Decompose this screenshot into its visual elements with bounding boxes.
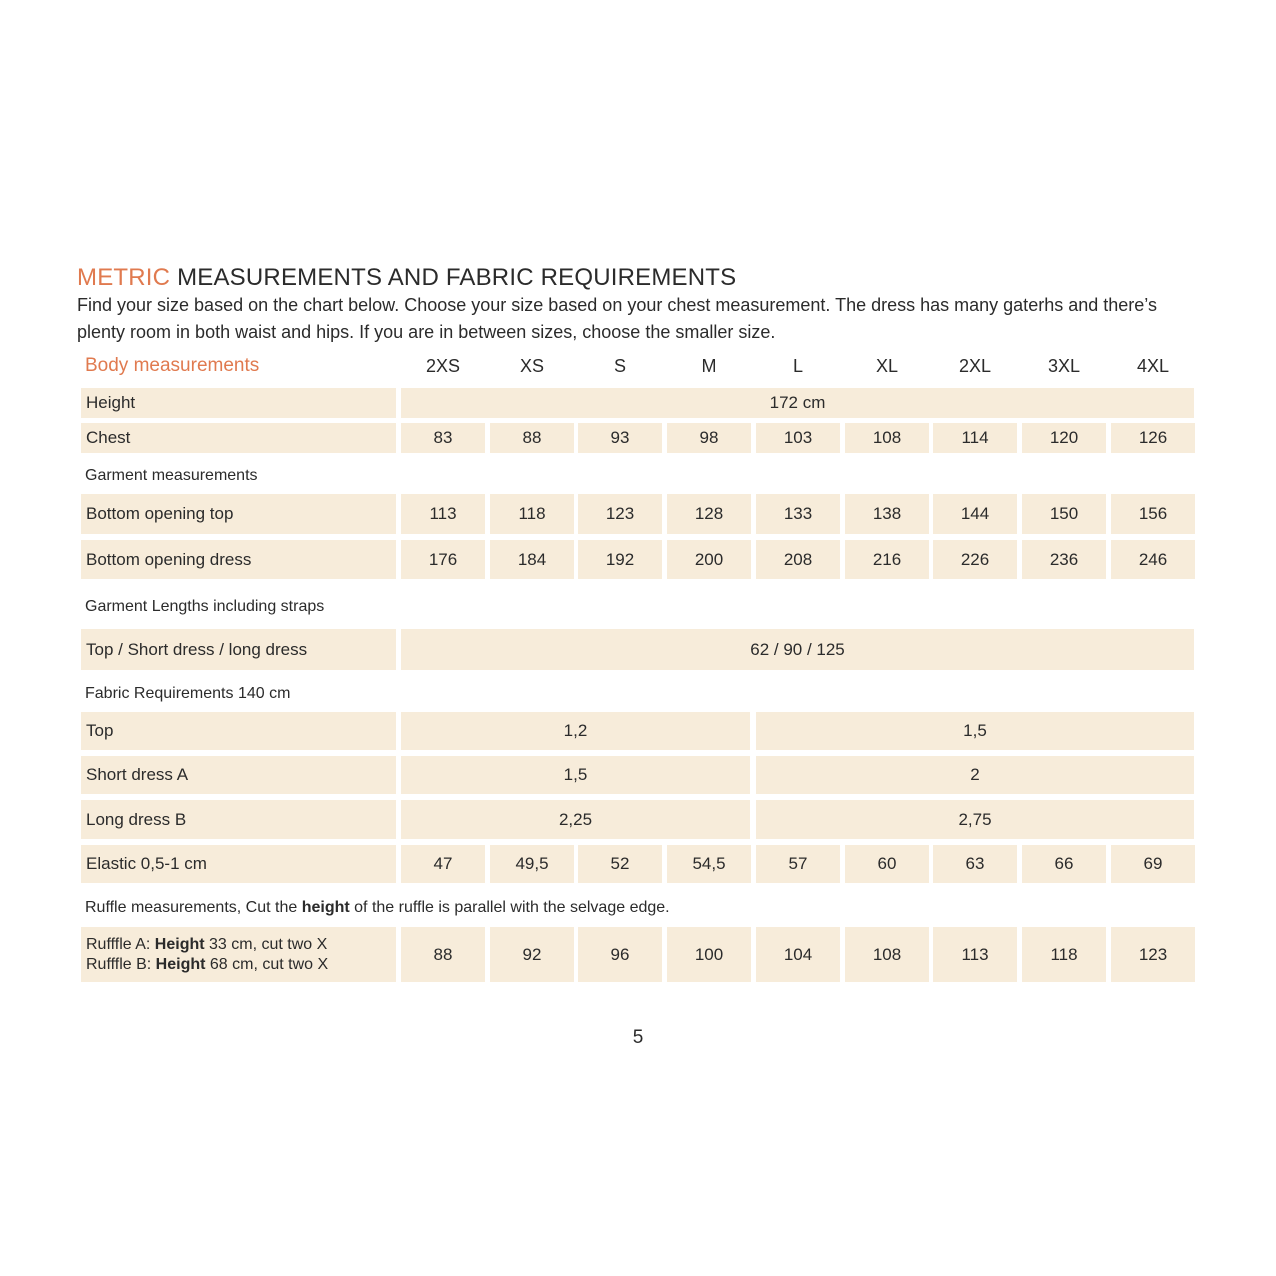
elastic-cell-l: 57	[756, 845, 840, 883]
ruffle-cell-4xl: 123	[1111, 927, 1195, 982]
ruffle-cell-3xl: 118	[1022, 927, 1106, 982]
size-header-xs: XS	[519, 355, 544, 376]
bottom-top-cell-s: 123	[578, 494, 662, 534]
chest-cell-xs: 88	[490, 423, 574, 453]
bottom-top-cell-2xl: 144	[933, 494, 1017, 534]
size-header-xl: XL	[875, 355, 899, 376]
bottom-top-cell-m: 128	[667, 494, 751, 534]
bottom-top-cell-xl: 138	[845, 494, 929, 534]
elastic-cell-xs: 49,5	[490, 845, 574, 883]
bottom-top-cell-3xl: 150	[1022, 494, 1106, 534]
ruffle-a-rest: 33 cm, cut two X	[204, 935, 328, 953]
bottom-dress-cell-2xl: 226	[933, 540, 1017, 579]
size-header-l: L	[792, 355, 803, 376]
ruffle-cell-xs: 92	[490, 927, 574, 982]
size-header-2xl: 2XL	[958, 355, 992, 376]
height-label: Height	[81, 388, 396, 418]
ruffle-a-line	[86, 935, 327, 955]
ruffle-cell-m: 100	[667, 927, 751, 982]
title-accent: METRIC	[77, 264, 171, 291]
chest-cell-2xs: 83	[401, 423, 485, 453]
bottom-dress-cell-s: 192	[578, 540, 662, 579]
long-dress-small: 2,25	[401, 800, 750, 839]
bottom-dress-cell-xs: 184	[490, 540, 574, 579]
bottom-top-cell-4xl: 156	[1111, 494, 1195, 534]
ruffle-section-label	[85, 895, 670, 921]
bottom-dress-cell-xl: 216	[845, 540, 929, 579]
chest-cell-2xl: 114	[933, 423, 1017, 453]
elastic-label: Elastic 0,5-1 cm	[81, 845, 396, 883]
elastic-cell-2xl: 63	[933, 845, 1017, 883]
height-value: 172 cm	[401, 388, 1194, 418]
ruffle-a-bold: Height	[154, 935, 205, 953]
chest-cell-s: 93	[578, 423, 662, 453]
bottom-dress-label: Bottom opening dress	[81, 540, 396, 579]
ruffle-cell-xl: 108	[845, 927, 929, 982]
page-number: 5	[632, 1027, 644, 1048]
ruffle-b-prefix: Rufffle B:	[86, 955, 156, 973]
bottom-top-label: Bottom opening top	[81, 494, 396, 534]
ruffle-cell-l: 104	[756, 927, 840, 982]
ruffle-section-text-2: of the ruffle is parallel with the selvage edge.	[349, 899, 670, 916]
chest-cell-3xl: 120	[1022, 423, 1106, 453]
ruffle-cell-2xs: 88	[401, 927, 485, 982]
bottom-dress-cell-l: 208	[756, 540, 840, 579]
lengths-section-label: Garment Lengths including straps	[85, 598, 325, 615]
bottom-dress-cell-3xl: 236	[1022, 540, 1106, 579]
short-dress-label: Short dress A	[81, 756, 396, 794]
body-measurements-label: Body measurements	[85, 355, 260, 376]
chest-cell-xl: 108	[845, 423, 929, 453]
elastic-cell-s: 52	[578, 845, 662, 883]
bottom-dress-cell-2xs: 176	[401, 540, 485, 579]
chest-cell-4xl: 126	[1111, 423, 1195, 453]
bottom-top-cell-2xs: 113	[401, 494, 485, 534]
intro-paragraph: Find your size based on the chart below. Choose your size based on your chest measurement. The dress has many gaterhs and there’s plenty room in both waist and hips. If you are in between sizes, choose the smaller size.	[77, 295, 1157, 342]
ruffle-section-bold: height	[301, 899, 350, 916]
size-header-3xl: 3XL	[1047, 355, 1081, 376]
chest-cell-l: 103	[756, 423, 840, 453]
long-dress-label: Long dress B	[81, 800, 396, 839]
elastic-cell-m: 54,5	[667, 845, 751, 883]
size-header-4xl: 4XL	[1136, 355, 1170, 376]
page-title	[77, 264, 736, 292]
bottom-top-cell-l: 133	[756, 494, 840, 534]
size-header-s: S	[613, 355, 626, 376]
short-dress-large: 2	[756, 756, 1194, 794]
short-dress-small: 1,5	[401, 756, 750, 794]
ruffle-b-bold: Height	[155, 955, 206, 973]
top-fabric-small: 1,2	[401, 712, 750, 750]
ruffle-b-rest: 68 cm, cut two X	[205, 955, 329, 973]
size-header-2xs: 2XS	[425, 355, 461, 376]
elastic-cell-2xs: 47	[401, 845, 485, 883]
garment-section-label: Garment measurements	[85, 467, 258, 484]
long-dress-large: 2,75	[756, 800, 1194, 839]
elastic-cell-xl: 60	[845, 845, 929, 883]
ruffle-a-prefix: Rufffle A:	[86, 935, 155, 953]
ruffle-label	[81, 927, 396, 982]
bottom-dress-cell-4xl: 246	[1111, 540, 1195, 579]
title-rest: MEASUREMENTS AND FABRIC REQUIREMENTS	[170, 264, 737, 291]
lengths-value: 62 / 90 / 125	[401, 629, 1194, 670]
chest-cell-m: 98	[667, 423, 751, 453]
elastic-cell-3xl: 66	[1022, 845, 1106, 883]
bottom-top-cell-xs: 118	[490, 494, 574, 534]
lengths-label: Top / Short dress / long dress	[81, 629, 396, 670]
bottom-dress-cell-m: 200	[667, 540, 751, 579]
ruffle-cell-2xl: 113	[933, 927, 1017, 982]
ruffle-b-line	[86, 955, 328, 975]
ruffle-section-text-1: Ruffle measurements, Cut the	[85, 899, 302, 916]
top-fabric-label: Top	[81, 712, 396, 750]
size-header-m: M	[701, 355, 717, 376]
fabric-section-label: Fabric Requirements 140 cm	[85, 685, 291, 702]
ruffle-cell-s: 96	[578, 927, 662, 982]
top-fabric-large: 1,5	[756, 712, 1194, 750]
chest-label: Chest	[81, 423, 396, 453]
elastic-cell-4xl: 69	[1111, 845, 1195, 883]
